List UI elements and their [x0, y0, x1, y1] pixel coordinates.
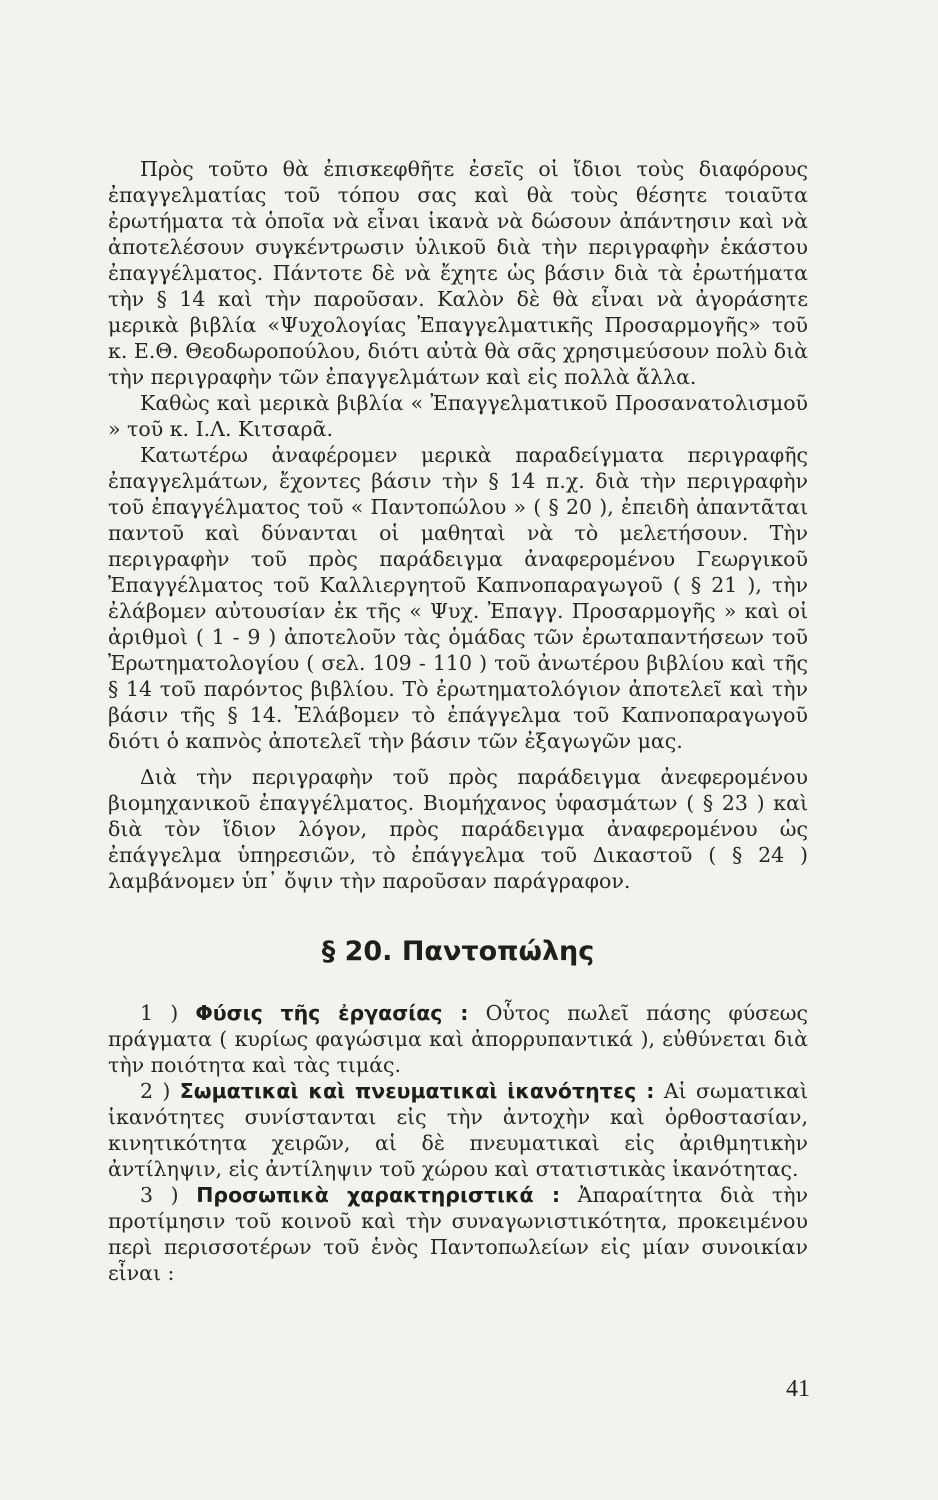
list-item [108, 1182, 808, 1286]
item-text: Αἱ σωματικαὶ ἱκανότητες συνίστανται εἰς τὴν ἀντοχὴν καὶ ὀρθοστασίαν, κινητικότητα χειρῶν, αἱ δὲ πνευματικαὶ εἰς ἀριθμητικὴν ἀντίληψιν, εἰς ἀντίληψιν τοῦ χώρου καὶ στατιστικὰς ἱκανότητας. [108, 1079, 808, 1181]
item-number: 1 ) [140, 1001, 179, 1025]
paragraph: Πρὸς τοῦτο θὰ ἐπισκεφθῆτε ἐσεῖς οἱ ἴδιοι τοὺς διαφόρους ἐπαγγελματίας τοῦ τόπου σας καὶ θὰ τοὺς θέσητε τοιαῦτα ἐρωτήματα τὰ ὁποῖα νὰ εἶναι ἱκανὰ νὰ δώσουν ἀπάντησιν καὶ νὰ ἀποτελέσουν συγκέντρωσιν ὑλικοῦ διὰ τὴν περιγραφὴν ἑκάστου ἐπαγγέλματος. Πάντοτε δὲ νὰ ἔχητε ὡς βάσιν διὰ τὰ ἐρωτήματα τὴν § 14 καὶ τὴν παροῦσαν. Καλὸν δὲ θὰ εἶναι νὰ ἀγοράσητε μερικὰ βιβλία «Ψυχολογίας Ἐπαγγελματικῆς Προσαρμογῆς» τοῦ κ. Ε.Θ. Θεοδωροπούλου, διότι αὐτὰ θὰ σᾶς χρησιμεύσουν πολὺ διὰ τὴν περιγραφὴν τῶν ἐπαγγελμάτων καὶ εἰς πολλὰ ἄλλα. [108, 157, 808, 389]
paragraph: Διὰ τὴν περιγραφὴν τοῦ πρὸς παράδειγμα ἀνεφερομένου βιομηχανικοῦ ἐπαγγέλματος. Βιομήχανος ὑφασμάτων ( § 23 ) καὶ διὰ τὸν ἴδιον λόγον, πρὸς παράδειγμα ἀναφερομένου ὡς ἐπάγγελμα ὑπηρεσιῶν, τὸ ἐπάγγελμα τοῦ Δικαστοῦ ( § 24 ) λαμβάνομεν ὑπ᾽ ὄψιν τὴν παροῦσαν παράγραφον. [108, 765, 808, 893]
list-item [108, 1078, 808, 1182]
item-text: Ἀπαραίτητα διὰ τὴν προτίμησιν τοῦ κοινοῦ καὶ τὴν συναγωνιστικότητα, προκειμένου περὶ περισσοτέρων τοῦ ἑνὸς Παντοπωλείων εἰς μίαν συνοικίαν εἶναι : [108, 1183, 808, 1285]
item-number: 3 ) [140, 1183, 179, 1207]
item-label: Προσωπικὰ χαρακτηριστικά : [196, 1183, 561, 1207]
list-item [108, 1000, 808, 1078]
item-label: Σωματικαὶ καὶ πνευματικαὶ ἱκανότητες : [179, 1079, 655, 1103]
item-label: Φύσις τῆς ἐργασίας : [195, 1001, 469, 1025]
paragraph: Κατωτέρω ἀναφέρομεν μερικὰ παραδείγματα περιγραφῆς ἐπαγγελμάτων, ἔχοντες βάσιν τὴν § 14 π.χ. διὰ τὴν περιγραφὴν τοῦ ἐπαγγέλματος τοῦ « Παντοπώλου » ( § 20 ), ἐπειδὴ ἀπαντᾶται παντοῦ καὶ δύνανται οἱ μαθηταὶ νὰ τὸ μελετήσουν. Τὴν περιγραφὴν τοῦ πρὸς παράδειγμα ἀναφερομένου Γεωργικοῦ Ἐπαγγέλματος τοῦ Καλλιεργητοῦ Καπνοπαραγωγοῦ ( § 21 ), τὴν ἐλάβομεν αὐτουσίαν ἐκ τῆς « Ψυχ. Ἐπαγγ. Προσαρμογῆς » καὶ οἱ ἀριθμοὶ ( 1 - 9 ) ἀποτελοῦν τὰς ὁμάδας τῶν ἐρωταπαντήσεων τοῦ Ἐρωτηματολογίου ( σελ. 109 - 110 ) τοῦ ἀνωτέρου βιβλίου καὶ τῆς § 14 τοῦ παρόντος βιβλίου. Τὸ ἐρωτηματολόγιον ἀποτελεῖ καὶ τὴν βάσιν τῆς § 14. Ἐλάβομεν τὸ ἐπάγγελμα τοῦ Καπνοπαραγωγοῦ διότι ὁ καπνὸς ἀποτελεῖ τὴν βάσιν τῶν ἐξαγωγῶν μας. [108, 443, 808, 753]
section-heading: § 20. Παντοπώλης [321, 936, 595, 967]
page-text [108, 156, 808, 1286]
page-number: 41 [786, 1376, 810, 1402]
paragraph: Καθὼς καὶ μερικὰ βιβλία « Ἐπαγγελματικοῦ Προσανατολισμοῦ » τοῦ κ. Ι.Λ. Κιτσαρᾶ. [108, 391, 808, 441]
item-number: 2 ) [140, 1079, 171, 1103]
item-text: Οὗτος πωλεῖ πάσης φύσεως πράγματα ( κυρίως φαγώσιμα καὶ ἀπορρυπαντικά ), εὐθύνεται διὰ τὴν ποιότητα καὶ τὰς τιμάς. [108, 1001, 808, 1077]
